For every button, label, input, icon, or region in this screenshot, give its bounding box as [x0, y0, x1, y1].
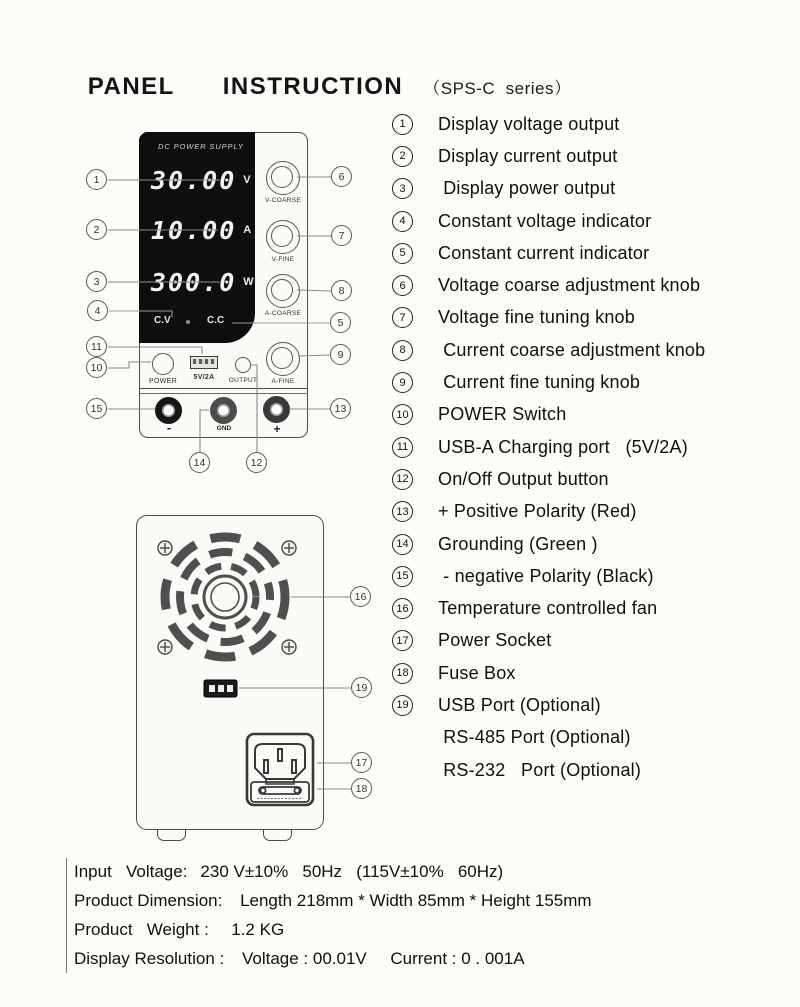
legend-text-16: Temperature controlled fan — [438, 598, 658, 619]
legend-item-7 — [392, 302, 792, 334]
a-fine-label: A-FINE — [271, 378, 295, 385]
callout-6: 6 — [331, 166, 352, 187]
callout-10: 10 — [86, 357, 107, 378]
legend-num-2: 2 — [392, 146, 413, 167]
callout-2: 2 — [86, 219, 107, 240]
current-display — [151, 213, 251, 247]
ground-terminal — [210, 397, 237, 424]
spec-label: Input Voltage: — [74, 862, 188, 882]
legend-num-14: 14 — [392, 534, 413, 555]
legend-text-2: Display current output — [438, 145, 618, 166]
legend-text-8: Current coarse adjustment knob — [438, 339, 706, 360]
screw-icon — [282, 541, 296, 555]
spec-label: Product Weight : — [74, 919, 209, 939]
legend-text-6: Voltage coarse adjustment knob — [438, 275, 701, 296]
fuse-box — [251, 782, 309, 802]
page-title-main: PANEL INSTRUCTION — [87, 73, 404, 100]
legend-item-16 — [392, 592, 792, 624]
a-coarse-knob — [266, 274, 300, 308]
power-socket — [255, 744, 305, 784]
positive-terminal — [263, 396, 290, 423]
legend-item-17 — [392, 625, 792, 657]
legend-item-1 — [392, 108, 792, 140]
legend-num-5: 5 — [392, 243, 413, 264]
callout-14: 14 — [189, 452, 210, 473]
spec-label: Product Dimension: — [74, 891, 223, 911]
callout-19: 19 — [351, 677, 372, 698]
legend-num-16: 16 — [392, 598, 413, 619]
legend-text-13: + Positive Polarity (Red) — [438, 501, 637, 522]
callout-17: 17 — [351, 752, 372, 773]
screw-icon — [158, 640, 172, 654]
ground-terminal-label: GND — [216, 425, 232, 432]
legend-item-6 — [392, 269, 792, 301]
legend-item-18 — [392, 657, 792, 689]
spec-value: 230 V±10% 50Hz (115V±10% 60Hz) — [200, 862, 504, 882]
v-fine-knob — [266, 220, 300, 254]
power-socket-assembly — [247, 734, 313, 805]
legend-num-1: 1 — [392, 114, 413, 135]
legend-text-18: Fuse Box — [438, 662, 516, 683]
v-coarse-label: V-COARSE — [265, 197, 301, 204]
spec-value: Length 218mm * Width 85mm * Height 155mm — [235, 891, 592, 911]
legend-item-13 — [392, 496, 792, 528]
legend-item-14 — [392, 528, 792, 560]
power-switch — [152, 353, 174, 375]
cv-indicator-label: C.V — [154, 315, 171, 326]
callout-5: 5 — [330, 312, 351, 333]
legend-item-8 — [392, 334, 792, 366]
legend-text-rs485: RS-485 Port (Optional) — [438, 727, 631, 748]
screw-icon — [282, 640, 296, 654]
front-panel-diagram — [139, 132, 308, 438]
legend-num-13: 13 — [392, 501, 413, 522]
cv-indicator-led — [186, 320, 190, 324]
legend-item-19 — [392, 689, 792, 721]
a-coarse-label: A-COARSE — [264, 310, 302, 317]
legend-item-5 — [392, 237, 792, 269]
front-display — [139, 132, 255, 343]
brand-label: DC POWER SUPPLY — [158, 142, 244, 151]
v-fine-label: V-FINE — [271, 256, 295, 263]
legend-text-12: On/Off Output button — [438, 468, 609, 489]
rear-panel-art — [137, 516, 322, 828]
usb-charging-port — [190, 356, 218, 369]
usb-port-contacts — [193, 359, 215, 364]
a-fine-knob — [266, 342, 300, 376]
legend-item-11 — [392, 431, 792, 463]
legend-list — [392, 108, 792, 786]
callout-3: 3 — [86, 271, 107, 292]
output-button-label: OUTPUT — [228, 377, 258, 384]
spec-label: Display Resolution : — [74, 948, 225, 968]
screw-icon — [158, 541, 172, 555]
cc-indicator-label: C.C — [207, 315, 225, 326]
voltage-unit: V — [243, 174, 251, 186]
legend-text-19: USB Port (Optional) — [438, 694, 601, 715]
legend-item-2 — [392, 140, 792, 172]
current-value: 10.00 — [151, 215, 237, 245]
callout-18: 18 — [351, 778, 372, 799]
legend-item-rs485 — [392, 722, 792, 754]
current-unit: A — [243, 224, 252, 236]
callout-9: 9 — [330, 344, 351, 365]
legend-text-9: Current fine tuning knob — [438, 372, 641, 393]
legend-num-7: 7 — [392, 307, 413, 328]
callout-4: 4 — [87, 300, 108, 321]
legend-num-8: 8 — [392, 340, 413, 361]
callout-12: 12 — [246, 452, 267, 473]
legend-num-6: 6 — [392, 275, 413, 296]
spec-value: Voltage : 00.01V Current : 0 . 001A — [237, 948, 525, 968]
legend-text-14: Grounding (Green ) — [438, 533, 598, 554]
legend-item-rs232 — [392, 754, 792, 786]
callout-1: 1 — [86, 169, 107, 190]
page-title-series: （SPS-C series） — [423, 79, 572, 98]
legend-text-7: Voltage fine tuning knob — [438, 307, 635, 328]
legend-item-12 — [392, 463, 792, 495]
legend-num-3: 3 — [392, 178, 413, 199]
legend-text-10: POWER Switch — [438, 404, 567, 425]
legend-text-4: Constant voltage indicator — [438, 210, 652, 231]
power-value: 300.0 — [151, 267, 237, 297]
callout-15: 15 — [86, 398, 107, 419]
rear-panel-diagram — [136, 515, 324, 830]
legend-text-3: Display power output — [438, 178, 616, 199]
legend-num-12: 12 — [392, 469, 413, 490]
spec-display-resolution — [74, 944, 592, 973]
callout-16: 16 — [350, 586, 371, 607]
spec-value: 1.2 KG — [221, 919, 285, 939]
legend-text-11: USB-A Charging port (5V/2A) — [438, 436, 688, 457]
specifications-block — [66, 858, 592, 973]
legend-text-rs232: RS-232 Port (Optional) — [438, 759, 642, 780]
callout-11: 11 — [86, 336, 107, 357]
terminal-section-divider — [139, 388, 308, 389]
legend-item-9 — [392, 366, 792, 398]
voltage-display — [151, 163, 251, 197]
legend-item-15 — [392, 560, 792, 592]
optional-usb-port — [204, 680, 237, 697]
legend-num-18: 18 — [392, 663, 413, 684]
power-display — [151, 265, 254, 299]
legend-num-10: 10 — [392, 404, 413, 425]
legend-text-1: Display voltage output — [438, 113, 620, 134]
callout-8: 8 — [331, 280, 352, 301]
legend-num-9: 9 — [392, 372, 413, 393]
legend-num-15: 15 — [392, 566, 413, 587]
legend-item-3 — [392, 173, 792, 205]
legend-num-19: 19 — [392, 695, 413, 716]
output-button — [235, 357, 251, 373]
spec-product-weight — [74, 916, 592, 945]
legend-text-17: Power Socket — [438, 630, 552, 651]
callout-13: 13 — [330, 398, 351, 419]
spec-product-dimension — [74, 887, 592, 916]
terminal-section-divider-2 — [139, 393, 308, 394]
callout-7: 7 — [331, 225, 352, 246]
power-switch-label: POWER — [149, 378, 177, 385]
cv-cc-indicators — [139, 315, 255, 331]
negative-terminal-label: - — [166, 420, 172, 435]
legend-num-4: 4 — [392, 211, 413, 232]
legend-text-5: Constant current indicator — [438, 242, 650, 263]
spec-input-voltage — [74, 858, 592, 887]
usb-port-label: 5V/2A — [193, 374, 215, 381]
legend-num-17: 17 — [392, 630, 413, 651]
positive-terminal-label: + — [273, 422, 281, 436]
legend-item-10 — [392, 399, 792, 431]
legend-text-15: - negative Polarity (Black) — [438, 565, 654, 586]
legend-num-11: 11 — [392, 437, 413, 458]
fan-grille — [165, 537, 285, 657]
power-unit: W — [243, 276, 254, 288]
legend-item-4 — [392, 205, 792, 237]
v-coarse-knob — [266, 161, 300, 195]
voltage-value: 30.00 — [151, 165, 237, 195]
